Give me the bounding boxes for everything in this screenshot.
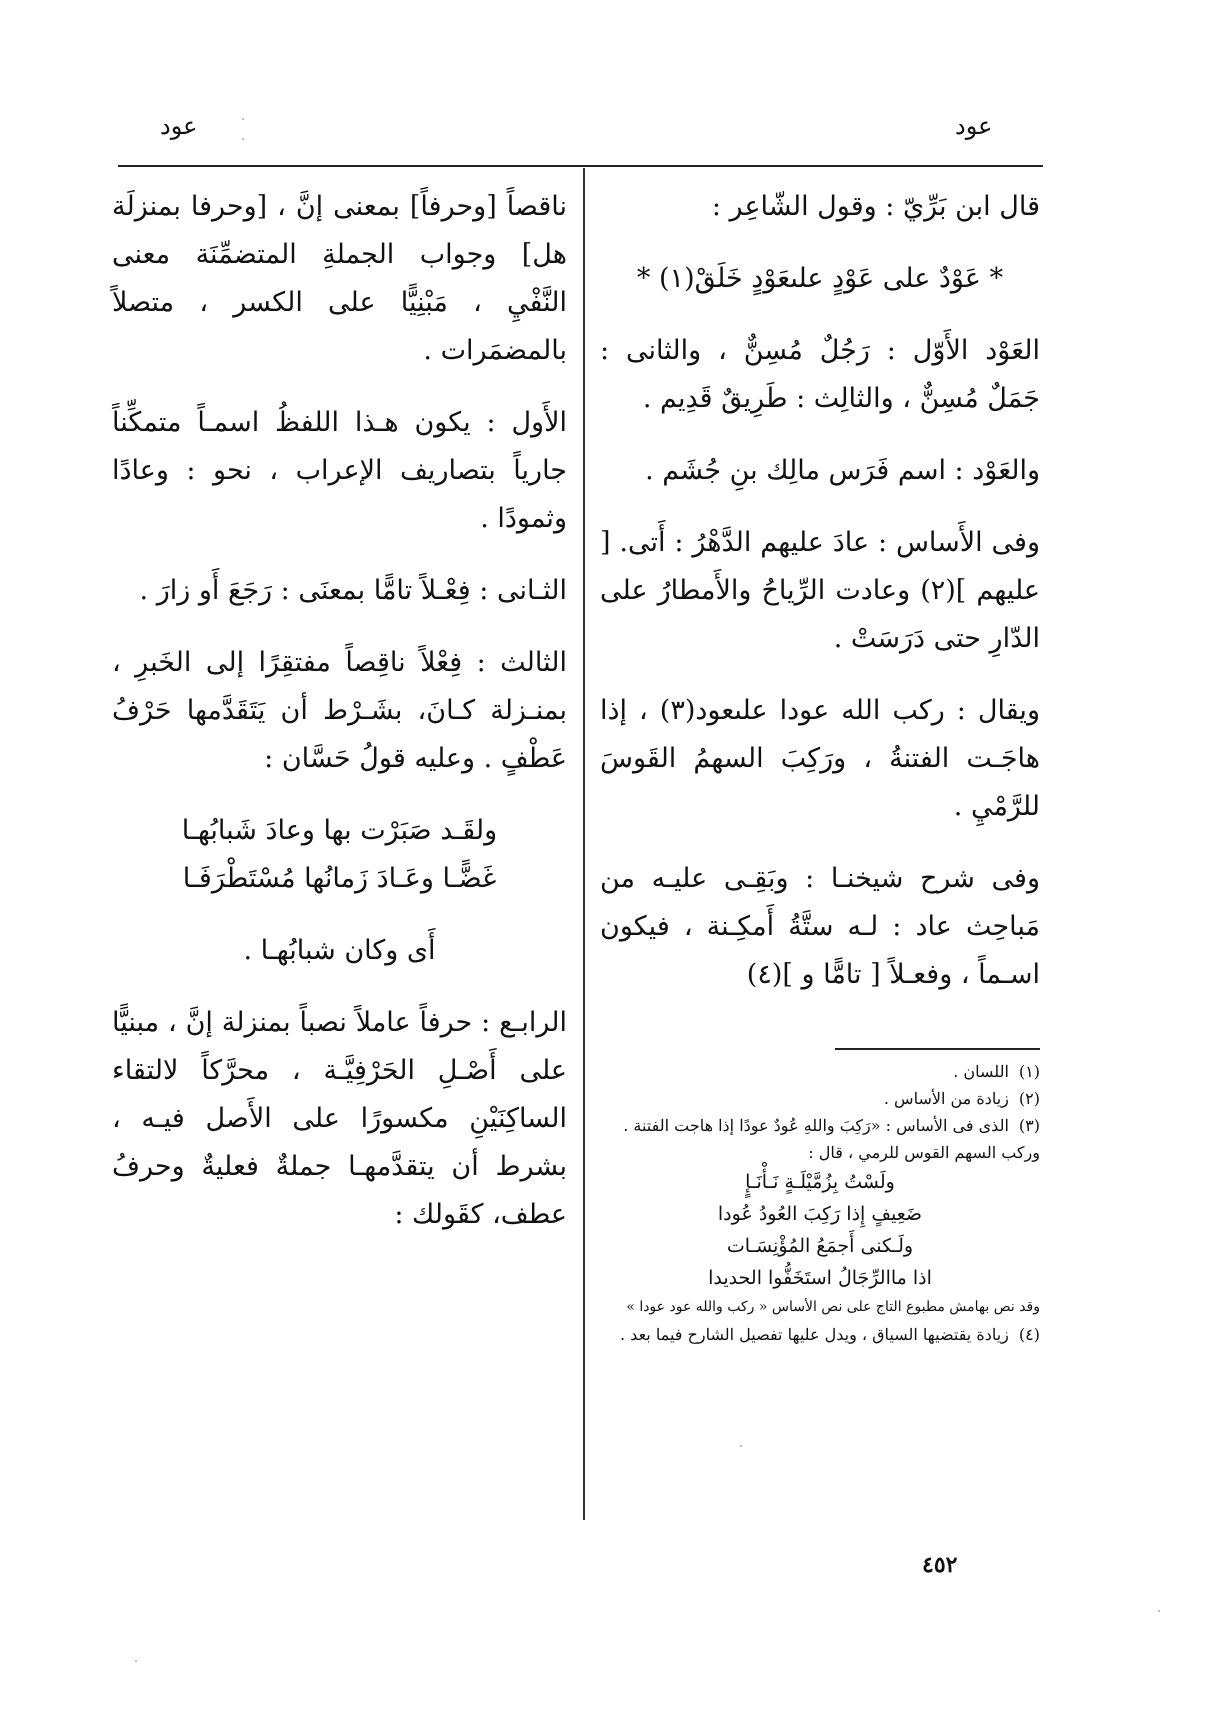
footnote: [600, 1058, 1040, 1085]
headword-right: عود: [955, 112, 993, 140]
verse-line: * عَوْدٌ على عَوْدٍ علىعَوْدٍ خَلَقْ(١) *: [636, 263, 1004, 294]
column-divider: [583, 168, 585, 1520]
footnote-note: وقد نص بهامش مطبوع التاج على نص الأساس « ركب والله عود عودا »: [626, 1299, 1040, 1315]
footnote-verse: ضَعِيفٍ إِذا رَكِبَ العُودُ عُودا: [717, 1203, 923, 1225]
left-column: [112, 183, 567, 1263]
scan-speck: [135, 1660, 137, 1662]
footnote-text: اللسان .: [953, 1062, 1009, 1081]
footnote: [600, 1085, 1040, 1112]
verse-line: أَى وكان شبابُهـا .: [243, 935, 436, 966]
verse-line: ولقَـد صَبَرْت بها وعادَ شَبابُهـا: [181, 815, 498, 846]
verse-line: غَضًّـا وعَـادَ زَمانُها مُسْتَطْرَفَـا: [182, 863, 497, 894]
footnotes: [600, 1058, 1040, 1348]
footnote-text: زيادة يقتضيها السياق ، ويدل عليها تفصيل الشارح فيما بعد .: [620, 1325, 1009, 1344]
paragraph: الثالث : فِعْلاً ناقِصاً مفتقِرًا إلى الخَبرِ ، بمنـزلة كـانَ، بشَـرْط أن يَتَقَدَّمها حَرْفُ عَطْفٍ . وعليه قولُ حَسَّان :: [112, 647, 567, 774]
paragraph: الثـانى : فِعْـلاً تامًّا بمعنَى : رَجَعَ أَو زارَ .: [139, 575, 567, 606]
footnote-verse: ولَـكنى أَجمَعُ المُؤْنِسَـات: [726, 1235, 914, 1257]
footnote-number: (١): [1018, 1062, 1040, 1081]
footnote-number: (٤): [1018, 1325, 1040, 1344]
footnote-text: زيادة من الأساس .: [883, 1089, 1009, 1108]
paragraph: وفى الأَساس : عادَ عليهم الدَّهْرُ : أَتى. [ عليهم ](٢) وعادت الرِّياحُ والأَمطارُ على الدّارِ حتى دَرَسَتْ .: [600, 527, 1041, 654]
paragraph: والعَوْد : اسم فَرَس مالِك بنِ جُشَم .: [645, 455, 1040, 486]
scan-speck: [740, 1445, 742, 1447]
paragraph: ويقال : ركب الله عودا علىعود(٣) ، إذا هاجَـت الفتنةُ ، ورَكِبَ السهمُ القَوسَ للرَّمْيِ .: [600, 695, 1040, 822]
right-column: [600, 183, 1040, 1023]
page-number: ٤٥٢: [922, 1552, 958, 1578]
footnote-number: (٣): [1018, 1116, 1040, 1135]
scan-speck: [242, 138, 244, 140]
paragraph: قال ابن بَرِّيّ : وقول الشّاعِر :: [711, 191, 1040, 222]
scan-speck: [1158, 1610, 1160, 1612]
paragraph: العَوْد الأَوّل : رَجُلٌ مُسِنٌّ ، والثانى : جَمَلٌ مُسِنٌّ ، والثالِث : طَرِيقٌ قَدِيم .: [600, 335, 1040, 414]
paragraph: ناقصاً [وحرفاً] بمعنى إنَّ ، [وحرفا بمنزلَة هل] وجواب الجملةِ المتضمِّنَة معنى النَّفْيِ ، مَبْنِيًّا على الكسر ، متصلاً بالمضمَرات .: [112, 191, 567, 366]
paragraph: الأَول : يكون هـذا اللفظُ اسمـاً متمكِّناً جارياً بتصاريف الإعراب ، نحو : وعادًا وثمودًا .: [112, 407, 567, 534]
footnote-number: (٢): [1018, 1089, 1040, 1108]
paragraph: الرابـع : حرفاً عاملاً نصباً بمنزلة إنَّ ، مبنيًّا على أَصْـلِ الحَرْفِيَّـة ، محرَّكاً لالتقاء الساكِنَيْنِ مكسورًا على الأَصل فيـه ، بشرط أن يتقدَّمهـا جملةٌ فعليةٌ وحرفُ عطف، كقَولك :: [112, 1007, 567, 1230]
footnote-verse: ولَسْتُ بِزُمَّيْلَـةٍ نَـأْنَـإٍ: [745, 1171, 895, 1193]
header-rule: [118, 165, 1043, 167]
footnote: [600, 1112, 1040, 1166]
footnote-verse: اذا ماالرِّجَالُ استَخَفُّوا الحديدا: [708, 1267, 932, 1289]
headword-left: عود: [160, 112, 198, 140]
scan-speck: [242, 118, 244, 120]
paragraph: وفى شرح شيخنـا : وبَقِـى عليـه من مَباحِث عاد : لـه ستَّةُ أَمكِـنة ، فيكون اسـماً ، وفعـلاً [ تامًّا و ](٤): [600, 863, 1040, 990]
footnote: [600, 1321, 1040, 1348]
footnote-rule: [835, 1048, 1040, 1050]
footnote-text: الذى فى الأساس : «رَكِبَ واللهِ عُودٌ عودًا إذا هاجت الفتنة . وركب السهم القوس للرمي ، قال :: [623, 1116, 1040, 1162]
